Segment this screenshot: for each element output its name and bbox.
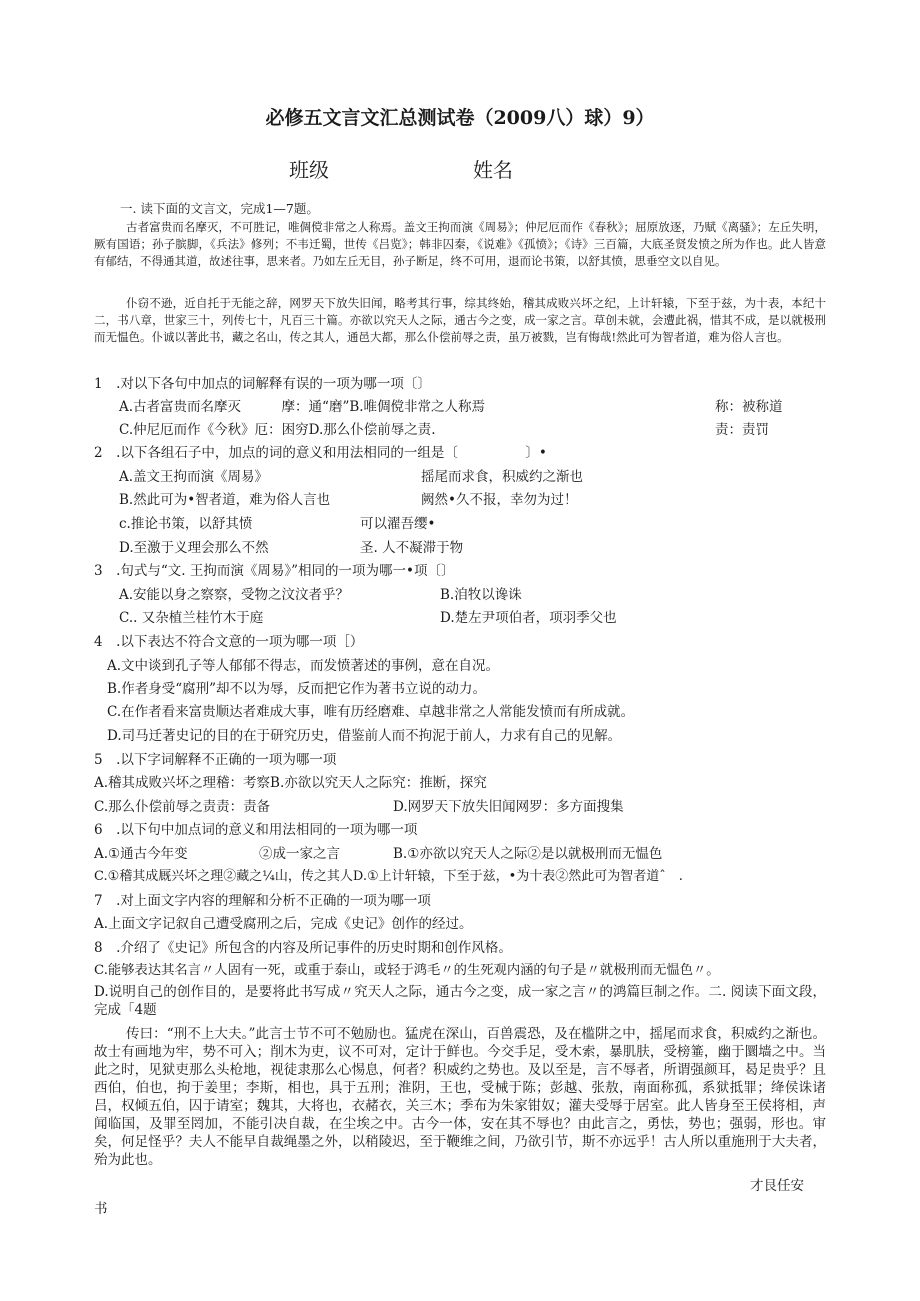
q3-option-c: C.. 又杂植兰桂竹木于庭 (119, 610, 264, 626)
q4-option-c: C.在作者看来富贵顺达者难成大事，唯有历经磨难、卓越非常之人常能发愤而有所成就。 (107, 704, 635, 720)
q5-option-c: C.那么仆偿前辱之责责：责备 (94, 799, 271, 815)
question-2: 2 .以下各组石子中，加点的词的意义和用法相同的一组是〔 〕• (94, 445, 547, 461)
section2-passage: 传曰：“刑不上大夫。”此言士节不可不勉励也。猛虎在深山，百兽震恐，及在槛阱之中，摇尾而求食，积威约之渐也。故士有画地为牢，势不可入；削木为吏，议不可对，定计于鲜也。今交手足，受木索，暴肌肤，受榜箠，幽于圜墙之中。当此之时，见狱吏那么头枪地，视徒隶那么心惕息，何者？积威约之势也。及以至是，言不辱者，所谓强颜耳，曷足贵乎？且西伯，伯也，拘于姜里；李斯，相也，具于五刑；淮阴，王也，受械于陈；彭越、张敖，南面称孤，系狱抵罪；绛侯诛诸吕，权倾五伯，囚于请室；魏其，大将也，衣赭衣，关三木；季布为朱家钳奴；灌夫受辱于居室。此人皆身至王侯将相，声闻临国，及罪至罔加，不能引决自裁，在尘埃之中。古今一体，安在其不辱也？由此言之，勇怯，势也；强弱，形也。审矣，何足怪乎？夫人不能早自裁绳墨之外，以稍陵迟，至于鞭维之间，乃欲引节，斯不亦远乎！古人所以重施刑于大夫者，殆为此也。 (94, 1026, 826, 1168)
q2-option-a-pair: 摇尾而求食，积威约之渐也 (421, 469, 583, 485)
q5-option-a: A.稽其成败兴坏之理稽：考察B.亦欲以究天人之际究：推断，探究 (94, 775, 487, 791)
q6-option-c: C.①稽其成厩兴坏之理②藏之¼山，传之其人D.①上计轩辕，下至于兹，•为十表②然此可为智者道ˆ . (94, 869, 683, 884)
question-8: 8 .介绍了《史记》所包含的内容及所记事件的历史时期和创作风格。 (94, 940, 512, 956)
q6-option-a: A.①通古今年变 (94, 846, 188, 862)
q2-option-a: A.盖文王拘而演《周易》 (119, 469, 269, 485)
name-label: 姓名 (473, 158, 513, 182)
q4-option-b: B.作者身受“腐刑”却不以为辱，反而把它作为著书立说的动力。 (107, 681, 487, 697)
section1-heading: 一. 读下面的文言文，完成1—7题。 (120, 201, 319, 216)
q1-option-c: C.仲尼厄而作《今秋》厄：困穷D.那么仆偿前辱之责. (119, 422, 436, 438)
q2-option-b: B.然此可为•智者道，难为俗人言也 (119, 492, 331, 508)
q2-option-c-pair: 可以濯吾缨• (360, 516, 436, 532)
q6-option-a-2: ②成一家之言 (259, 846, 340, 862)
q2-option-d-pair: 圣. 人不凝滞于物 (360, 540, 464, 556)
q2-option-d: D.至激于义理会那么不然 (119, 540, 269, 556)
q6-option-b: B.①亦欲以究天人之际②是以就极刑而无愠色 (393, 846, 663, 862)
passage-paragraph-2: 仆窃不逊，近自托于无能之辞，网罗天下放失旧闻，略考其行事，综其终始，稽其成败兴坏之纪，上计轩辕，下至于兹，为十表，本纪十二，书八章，世家三十，列传七十，凡百三十篇。亦欲以究天人之际，通古今之变，成一家之言。草创未就，会遭此祸，惜其不成，是以就极刑而无愠色。仆诚以著此书，藏之名山，传之其人，通邑大都，那么仆偿前辱之责，虽万被戮，岂有悔哉!然此可为智者道，难为俗人言也。 (94, 296, 826, 344)
class-label: 班级 (289, 158, 329, 182)
q8-option-d: D.说明自己的创作目的，是要将此书写成〃究天人之际，通古今之变，成一家之言〃的鸿篇巨制之作。二. 阅读下面文段，完成「4题 (94, 984, 826, 1018)
q3-option-b: B.洎牧以谗诛 (440, 587, 522, 603)
passage-source-cont: 书 (94, 1201, 108, 1217)
q2-option-c: c.推论书策，以舒其愤 (119, 516, 253, 532)
q7-option-a: A.上面文字记叙自己遭受腐刑之后，完成《史记》创作的经过。 (94, 916, 473, 932)
q3-option-a: A.安能以身之察察，受物之汶汶者乎？ (119, 587, 350, 603)
q4-option-d: D.司马迁著史记的目的在于研究历史，借鉴前人而不拘泥于前人，力求有自己的见解。 (107, 728, 622, 744)
question-5: 5 .以下字词解释不正确的一项为哪一项 (94, 752, 337, 768)
q1-option-a: A.古者富贵而名摩灭 摩：通“磨”B.唯倜傥非常之人称焉 (119, 399, 486, 415)
question-1: 1 .对以下各句中加点的词解释有误的一项为哪一项〔〕 (94, 376, 431, 392)
question-4: 4 .以下表达不符合文意的一项为哪一项［） (94, 634, 364, 650)
q8-option-c: C.能够表达其名言〃人固有一死，或重于泰山，或轻于鸿毛〃的生死观内涵的句子是〃就极刑而无愠色〃。 (94, 963, 720, 978)
question-3: 3 .句式与“文. 王拘而演《周易》”相同的一项为哪一•项〔〕 (94, 563, 455, 579)
question-7: 7 .对上面文字内容的理解和分析不正确的一项为哪一项 (94, 893, 431, 909)
q2-option-b-pair: 阙然•久不报，幸勿为过！ (421, 492, 578, 508)
page-title: 必修五文言文汇总测试卷（2009八）球）9） (265, 107, 655, 129)
q1-option-d-note: 责：责罚 (715, 422, 769, 438)
passage-paragraph-1: 古者富贵而名摩灭，不可胜记，唯倜傥非常之人称焉。盖文王拘而演《周易》；仲尼厄而作《春秋》；屈原放逐，乃赋《离骚》；左丘失明，厥有国语；孙子膑脚，《兵法》修列；不韦迁蜀，世传《吕览》；韩非囚秦，《说难》《孤愤》；《诗》三百篇，大底圣贤发愤之所为作也。此人皆意有郁结，不得通其道，故述往事，思来者。乃如左丘无目，孙子断足，终不可用，退而论书策，以舒其愤，思垂空文以自见。 (94, 220, 826, 268)
q5-option-d: D.网罗天下放失旧闻网罗：多方面搜集 (393, 799, 624, 815)
passage-source: 才艮任安 (750, 1178, 804, 1194)
q3-option-d: D.楚左尹项伯者，项羽季父也 (440, 610, 617, 626)
question-6: 6 .以下句中加点词的意义和用法相同的一项为哪一项 (94, 822, 418, 838)
q1-option-b-note: 称：被称道 (715, 399, 783, 415)
q4-option-a: A.文中谈到孔子等人郁郁不得志，而发愤著述的事例，意在自况。 (107, 658, 500, 674)
